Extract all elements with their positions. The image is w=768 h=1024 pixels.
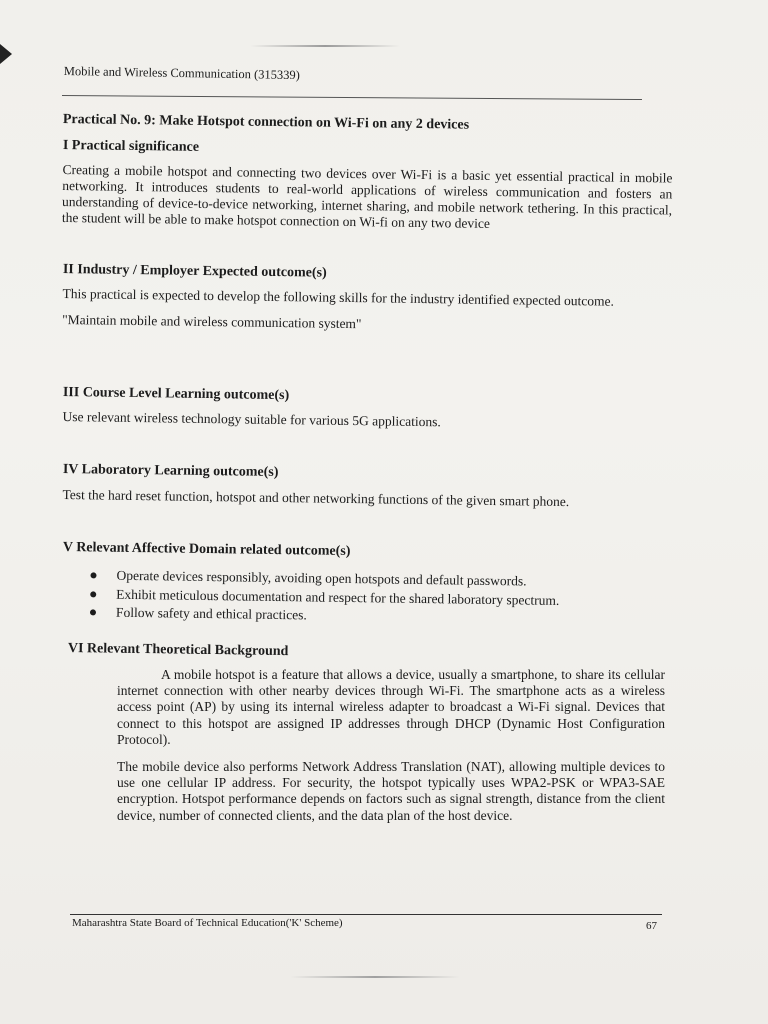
section-body: Use relevant wireless technology suitable for various 5G applications. <box>62 408 441 430</box>
section-body: Test the hard reset function, hotspot and other networking functions of the given smart phone. <box>62 486 570 510</box>
list-item: Operate devices responsibly, avoiding open hotspots and default passwords. <box>62 566 672 593</box>
section-heading: II Industry / Employer Expected outcome(s) <box>62 262 327 281</box>
footer-board-name: Maharashtra State Board of Technical Education('K' Scheme) <box>72 917 343 929</box>
page-corner-mark <box>0 44 12 64</box>
section-heading: I Practical significance <box>62 138 200 155</box>
section-body: This practical is expected to develop the following skills for the industry identified expected outcome. <box>62 285 615 309</box>
header-course-title: Mobile and Wireless Communication (315339) <box>63 64 301 83</box>
header-rule <box>62 95 642 100</box>
practical-title-block <box>63 112 673 137</box>
section-heading: III Course Level Learning outcome(s) <box>62 385 290 404</box>
section-theory-heading-block <box>68 641 678 666</box>
practical-title: Practical No. 9: Make Hotspot connection on Wi-Fi on any 2 devices <box>62 112 470 133</box>
bullet-icon <box>90 609 96 615</box>
section-affective-outcome <box>62 540 673 630</box>
scan-scuff-top <box>250 45 400 47</box>
footer-rule <box>70 914 662 915</box>
theory-paragraph-2: The mobile device also performs Network Address Translation (NAT), allowing multiple devices to use one cellular IP address. For security, the hotspot typically uses WPA2-PSK or WPA3-SAE encryption. Hotspot performance depends on factors such as signal strength, distance from the client device, number of connected clients, and the data plan of the host device. <box>117 759 665 823</box>
section-lab-outcome <box>62 462 673 512</box>
section-quote: "Maintain mobile and wireless communication system" <box>62 311 362 332</box>
list-item: Follow safety and ethical practices. <box>62 603 672 630</box>
bullet-icon <box>90 591 96 597</box>
list-item: Exhibit meticulous documentation and respect for the shared laboratory spectrum. <box>62 584 672 611</box>
section-industry-outcome <box>62 262 673 337</box>
bullet-icon <box>90 572 96 578</box>
section-heading: VI Relevant Theoretical Background <box>67 641 289 660</box>
section-course-outcome <box>62 385 672 434</box>
section-body: Creating a mobile hotspot and connecting two devices over Wi-Fi is a basic yet essential practical in mobile networking. It introduces students to real-world applications of wireless communication and fosters an understanding of device-to-device networking, internet sharing, and mobile network tethering. In this practical, the student will be able to make hotspot connection on Wi-fi on any two device <box>61 161 673 231</box>
section-heading: IV Laboratory Learning outcome(s) <box>62 462 279 481</box>
section-practical-significance <box>62 138 673 235</box>
page-number: 67 <box>646 920 657 932</box>
scan-scuff-bottom <box>290 976 460 978</box>
theory-paragraph-1: A mobile hotspot is a feature that allows a device, usually a smartphone, to share its cellular internet connection with other nearby devices through Wi-Fi. The smartphone acts as a wireless access point (AP) by using its internal wireless adapter to broadcast a Wi-Fi signal. Devices that connect to this hotspot are assigned IP addresses through DHCP (Dynamic Host Configuration Protocol). <box>117 667 665 747</box>
bullet-list <box>62 566 673 630</box>
section-heading: V Relevant Affective Domain related outcome(s) <box>62 540 351 560</box>
